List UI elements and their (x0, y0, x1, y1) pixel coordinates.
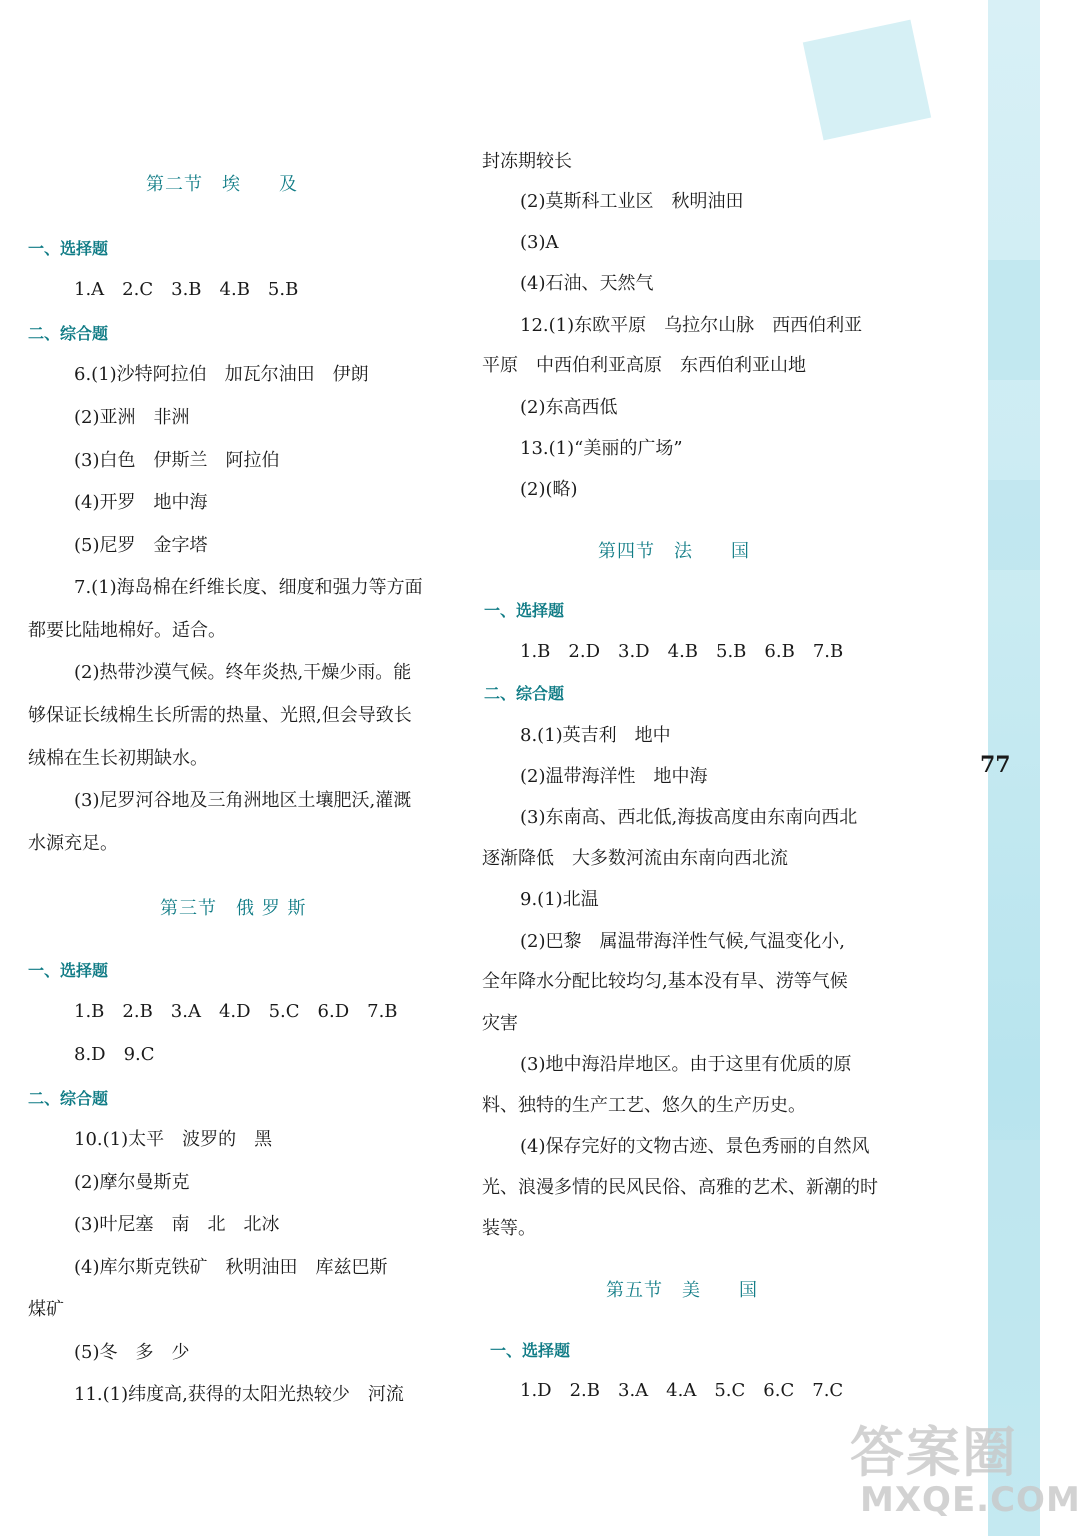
answer-line: 绒棉在生长初期缺水。 (28, 748, 208, 769)
answer-line: (2)东高西低 (520, 397, 618, 418)
answer-line: 1.A 2.C 3.B 4.B 5.B (74, 279, 299, 300)
answer-line: (2)(略) (520, 479, 578, 500)
answer-line: (5)冬 多 少 (74, 1342, 190, 1363)
answer-line: (4)库尔斯克铁矿 秋明油田 库兹巴斯 (74, 1257, 388, 1278)
answer-line: 逐渐降低 大多数河流由东南向西北流 (482, 848, 788, 869)
section-title-russia: 第三节 俄 罗 斯 (160, 898, 307, 919)
edge-block (988, 260, 1040, 380)
answer-line: 6.(1)沙特阿拉伯 加瓦尔油田 伊朗 (74, 364, 369, 385)
answer-line: 9.(1)北温 (520, 889, 599, 910)
answer-line: 13.(1)“美丽的广场” (520, 438, 683, 459)
answer-line: 1.B 2.D 3.D 4.B 5.B 6.B 7.B (520, 641, 844, 662)
watermark-text: 答案圈 (850, 1421, 1018, 1484)
answer-line: (3)A (520, 232, 559, 253)
watermark-url: MXQE.COM (860, 1480, 1081, 1520)
edge-block (988, 480, 1040, 570)
section-choice: 一、选择题 (28, 239, 109, 258)
answer-line: (4)开罗 地中海 (74, 492, 208, 513)
decorative-blue-shape (803, 20, 931, 141)
answer-line: (2)温带海洋性 地中海 (520, 766, 708, 787)
answer-line: (3)尼罗河谷地及三角洲地区土壤肥沃,灌溉 (74, 790, 412, 811)
page-number: 77 (980, 752, 1011, 778)
answer-line: 11.(1)纬度高,获得的太阳光热较少 河流 (74, 1384, 404, 1405)
answer-line: 全年降水分配比较均匀,基本没有旱、涝等气候 (482, 971, 848, 992)
answer-line: (2)莫斯科工业区 秋明油田 (520, 191, 744, 212)
answer-line: (3)地中海沿岸地区。由于这里有优质的原 (520, 1054, 852, 1075)
answer-line: 7.(1)海岛棉在纤维长度、细度和强力等方面 (74, 577, 423, 598)
answer-line: 12.(1)东欧平原 乌拉尔山脉 西西伯利亚 (520, 315, 863, 336)
answer-line: (2)摩尔曼斯克 (74, 1172, 190, 1193)
answer-line: (4)石油、天然气 (520, 273, 654, 294)
answer-line: 8.(1)英吉利 地中 (520, 725, 671, 746)
answer-line: 水源充足。 (28, 833, 118, 854)
answer-line: 装等。 (482, 1218, 536, 1239)
answer-line: (2)亚洲 非洲 (74, 407, 190, 428)
section-choice: 一、选择题 (484, 601, 565, 620)
answer-line: 10.(1)太平 波罗的 黑 (74, 1129, 273, 1150)
section-comprehensive: 二、综合题 (28, 1089, 109, 1108)
answer-line: 灾害 (482, 1013, 518, 1034)
section-choice: 一、选择题 (28, 961, 109, 980)
answer-line: (2)巴黎 属温带海洋性气候,气温变化小, (520, 931, 845, 952)
answer-line: (5)尼罗 金字塔 (74, 535, 208, 556)
answer-line: 1.D 2.B 3.A 4.A 5.C 6.C 7.C (520, 1380, 844, 1401)
answer-line: (3)叶尼塞 南 北 北冰 (74, 1214, 280, 1235)
watermark-logo (850, 1410, 1081, 1528)
answer-line: 都要比陆地棉好。适合。 (28, 620, 226, 641)
section-title-france: 第四节 法 国 (598, 541, 750, 562)
answer-line: 料、独特的生产工艺、悠久的生产历史。 (482, 1095, 806, 1116)
answer-line: (2)热带沙漠气候。终年炎热,干燥少雨。能 (74, 662, 412, 683)
answer-line: 够保证长绒棉生长所需的热量、光照,但会导致长 (28, 705, 412, 726)
section-title-egypt: 第二节 埃 及 (146, 174, 298, 195)
edge-block (988, 1140, 1040, 1380)
answer-line: (4)保存完好的文物古迹、景色秀丽的自然风 (520, 1136, 870, 1157)
section-choice: 一、选择题 (490, 1341, 571, 1360)
answer-line: 光、浪漫多情的民风民俗、高雅的艺术、新潮的时 (482, 1177, 878, 1198)
answer-line: 8.D 9.C (74, 1044, 155, 1065)
answer-line: 煤矿 (28, 1299, 64, 1320)
section-title-usa: 第五节 美 国 (606, 1280, 758, 1301)
answer-line: 平原 中西伯利亚高原 东西伯利亚山地 (482, 355, 806, 376)
section-comprehensive: 二、综合题 (28, 324, 109, 343)
section-comprehensive: 二、综合题 (484, 684, 565, 703)
answer-line: 1.B 2.B 3.A 4.D 5.C 6.D 7.B (74, 1001, 398, 1022)
answer-line: (3)东南高、西北低,海拔高度由东南向西北 (520, 807, 858, 828)
answer-line: (3)白色 伊斯兰 阿拉伯 (74, 450, 280, 471)
answer-line: 封冻期较长 (482, 151, 572, 172)
